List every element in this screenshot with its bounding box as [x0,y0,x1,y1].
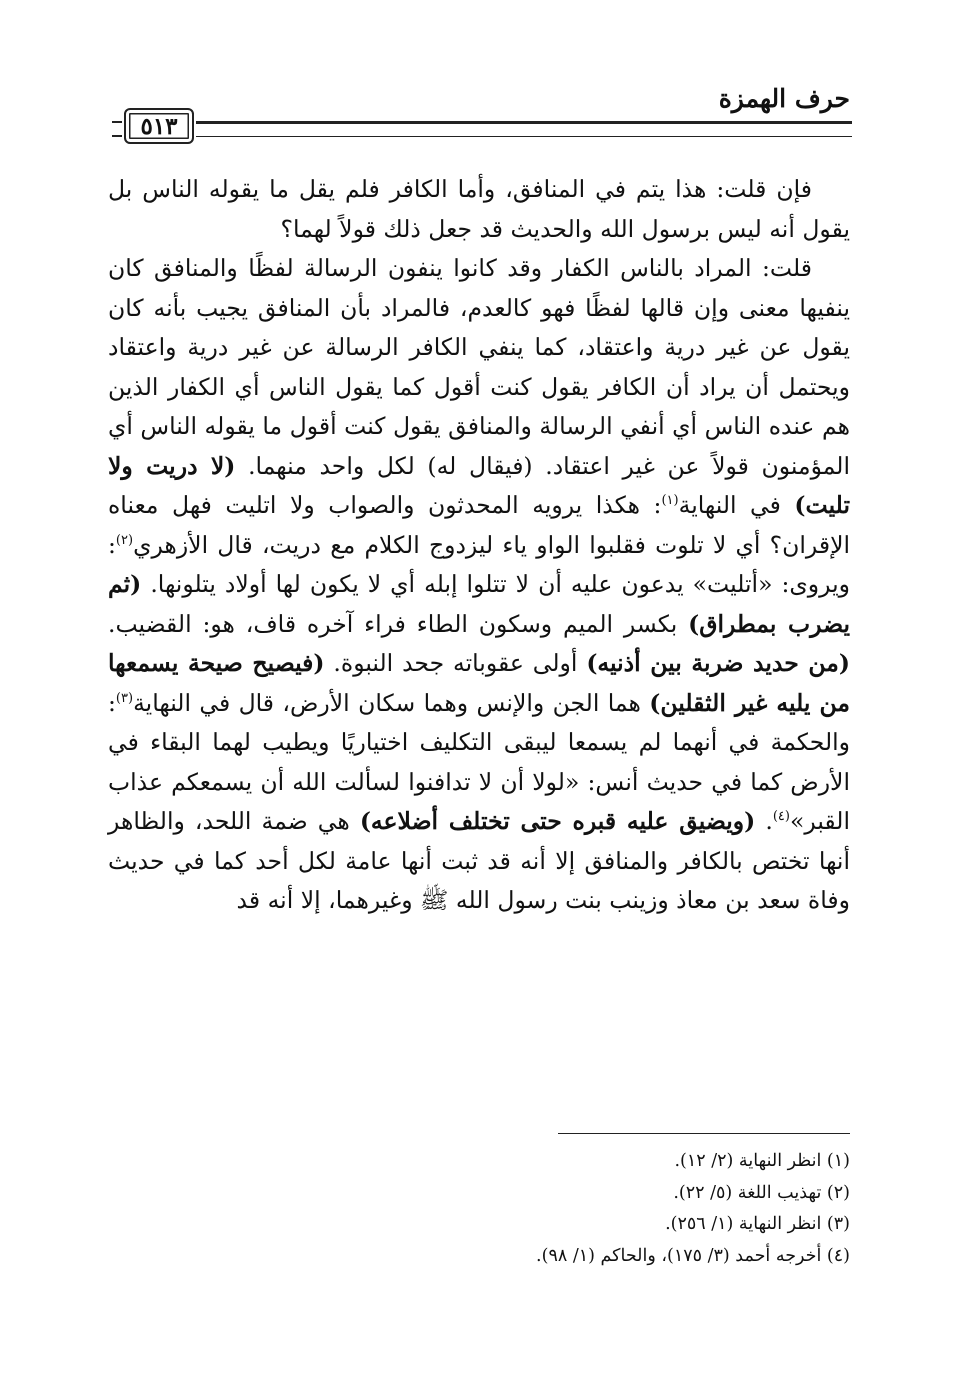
text-segment: : هكذا يرويه المحدثون والصواب ولا اتليت فهل معناه الإقران؟ أي لا تلوت فقلبوا الواو ياء ليزدوج الكلام مع دريت، قال الأزهري [108,491,850,559]
footnote-3: (٣) انظر النهاية (١/ ٢٥٦). [665,1214,850,1234]
page-number [124,108,194,144]
text-segment: في النهاية [678,491,781,519]
footnote-separator [558,1133,850,1134]
footnote-1: (١) انظر النهاية (٢/ ١٢). [674,1151,850,1171]
text-segment: قلت: المراد بالناس الكفار وقد كانوا ينفون الرسالة لفظًا والمنافق كان ينفيها معنى وإن قالها لفظًا فهو كالعدم، فالمراد بأن المنافق يجيب بأنه كان يقول عن غير درية واعتقاد، كما ينفي الكافر الرسالة عن غير درية واعتقاد ويحتمل أن يراد أن الكافر يقول كنت أقول كما يقول الناس أي الكفار الذين هم عنده الناس أي أنفي الرسالة والمنافق يقول كنت أقول ما يقوله الناس أي المؤمنون قولاً عن غير اعتقاد. (فيقال له) لكل واحد منهما. [108,254,850,480]
footnote-marker-1[interactable]: (١) [661,493,679,509]
footnote-4: (٤) أخرجه أحمد (٣/ ١٧٥)، والحاكم (١/ ٩٨). [536,1245,850,1266]
header-rule [196,121,852,137]
page-number-text: ٥١٣ [140,112,178,140]
footnote-2: (٢) تهذيب اللغة (٥/ ٢٢). [673,1182,850,1203]
text-segment: بكسر الميم وسكون الطاء فراء آخره قاف، هو: القضيب. [108,609,678,638]
text-segment: . [765,807,773,835]
footnote-marker-3[interactable]: (٣) [115,690,134,706]
footnote-marker-2[interactable]: (٢) [115,532,134,548]
footnote-marker-4[interactable]: (٤) [772,809,790,825]
header-rule-end [112,121,122,137]
text-segment: هي ضمة اللحد، والظاهر أنها تختص بالكافر والمنافق إلا أنه قد ثبت أنها عامة لكل أحد كما في حديث وفاة سعد بن معاذ وزينب بنت رسول الله ﷺ وغيرهما، إلا أنه قد [108,807,850,914]
paragraph-question: فإن قلت: هذا يتم في المنافق، وأما الكافر فلم يقل ما يقوله الناس بل يقول أنه ليس برسول الله والحديث قد جعل ذلك قولاً لهما؟ [108,175,850,243]
text-segment: أولى عقوباته جحد النبوة. [333,649,578,677]
paragraph-answer [108,249,850,921]
text-segment: : ويروى: «أتليت» يدعون عليه أن لا تتلوا إبله أي لا يكون لها أولاد يتلونها. [108,530,850,598]
quoted-hadith-phrase: (لا دريت ولا تليت) [108,451,850,519]
running-title: حرف الهمزة [718,84,850,113]
text-segment: : والحكمة في أنهما لم يسمعا ليبقى التكليف اختياريًا ويطيب لهما البقاء في الأرض كما في حديث أنس: «لولا أن لا تدافنوا لسألت الله أن يسمعكم عذاب القبر» [108,688,850,835]
quoted-hadith-phrase: (فيصيح صيحة يسمعها من يليه غير الثقلين) [108,649,850,717]
footnotes [300,1146,850,1272]
quoted-hadith-phrase: (ثم يضرب بمطراق) [108,570,850,638]
quoted-hadith-phrase: (ويضيق عليه قبره حتى تختلف أضلاعه) [359,807,756,835]
quoted-hadith-phrase: (من حديد ضربة بين أذنيه) [586,649,850,677]
text-segment: هما الجن والإنس وهما سكان الأرض، قال في النهاية [133,688,641,717]
main-text [108,170,850,921]
